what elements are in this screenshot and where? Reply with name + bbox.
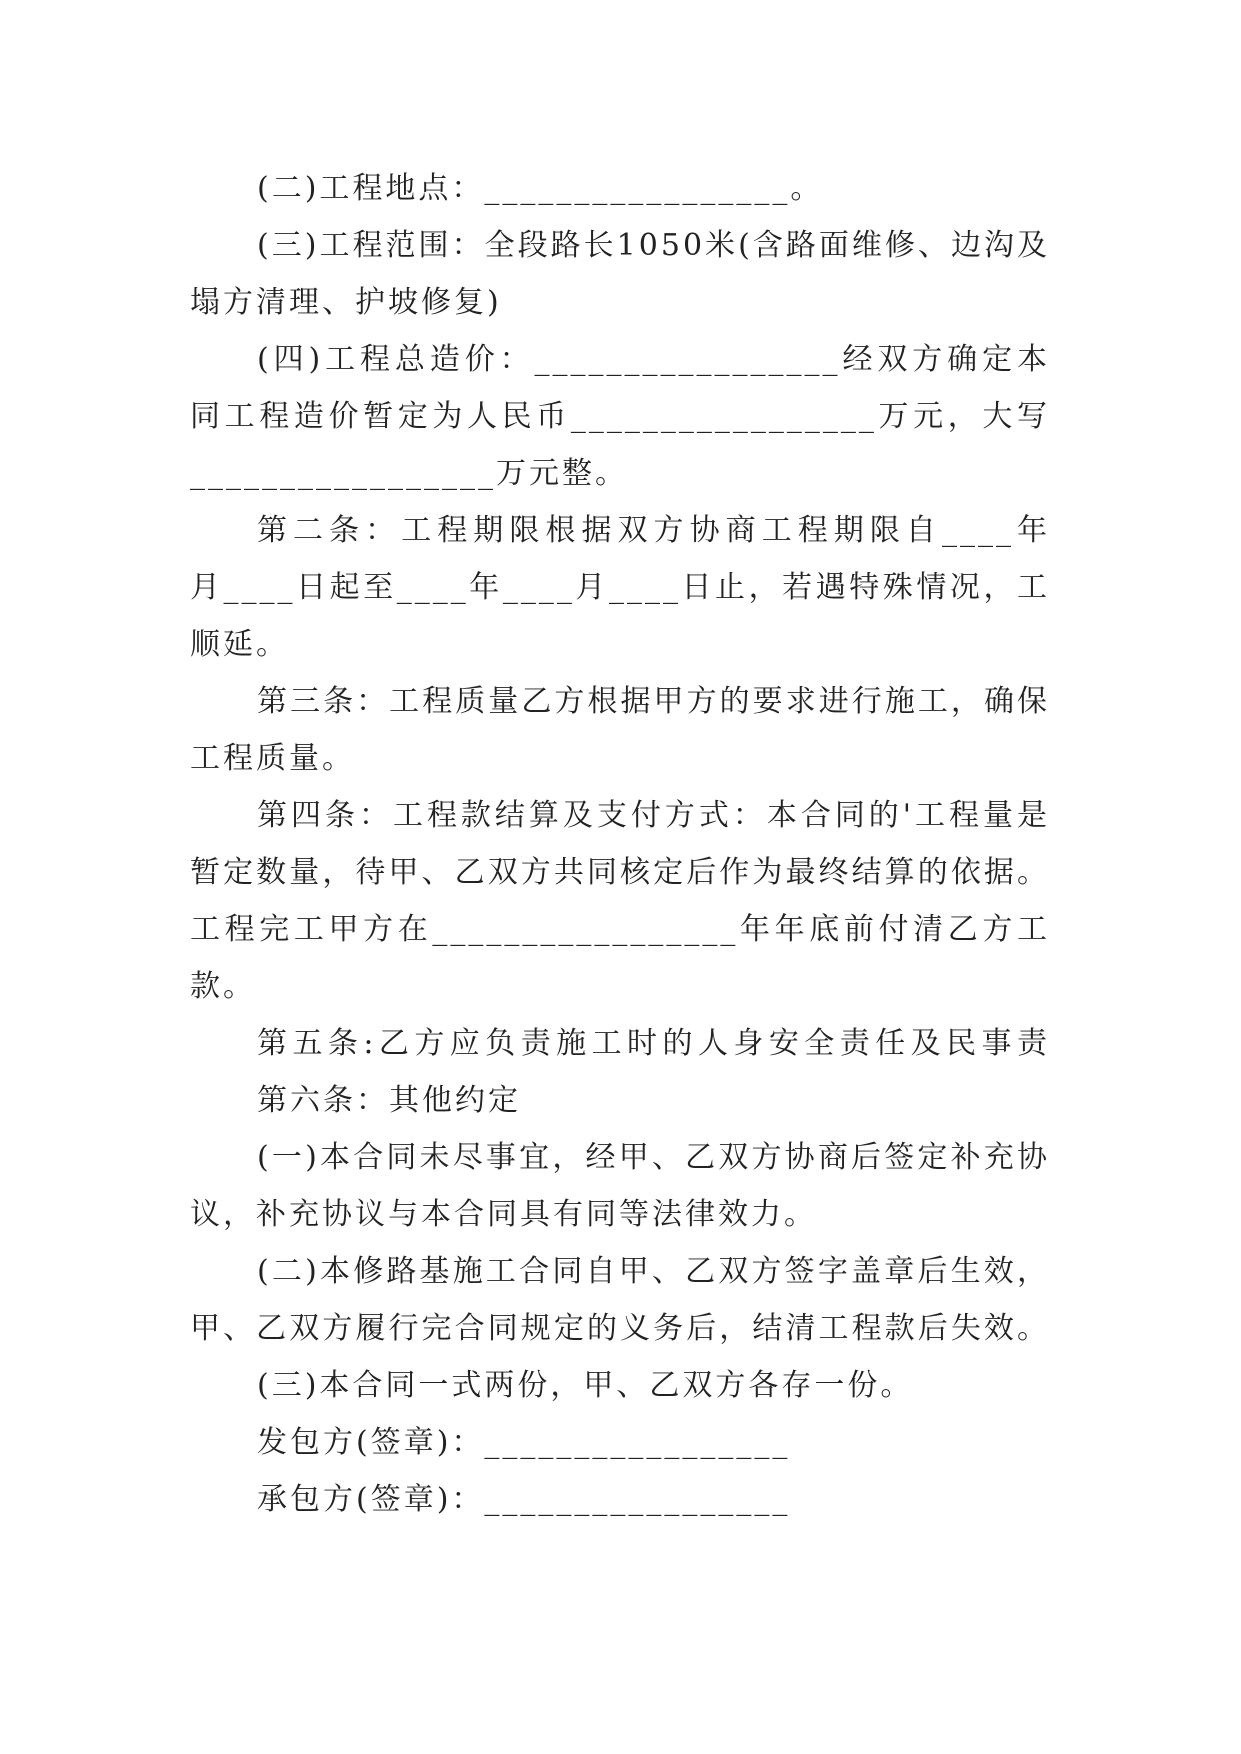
- article-two-cont-2: 顺延。: [190, 627, 289, 662]
- article-four: 第四条：工程款结算及支付方式：本合同的'工程量是: [257, 798, 1050, 833]
- clause-project-scope: (三)工程范围：全段路长1050米(含路面维修、边沟及: [257, 228, 1050, 263]
- article-four-cont-2: 工程完工甲方在_________________年年底前付清乙方工: [190, 912, 1050, 947]
- article-two: 第二条：工程期限根据双方协商工程期限自____年: [257, 513, 1050, 548]
- article-four-cont-1: 暂定数量，待甲、乙双方共同核定后作为最终结算的依据。: [190, 855, 1050, 890]
- clause-project-scope-cont: 塌方清理、护坡修复): [190, 285, 502, 320]
- article-two-cont-1: 月____日起至____年____月____日止，若遇特殊情况，工: [190, 570, 1050, 605]
- clause-project-location: (二)工程地点：_________________。: [257, 171, 824, 206]
- article-four-cont-3: 款。: [190, 969, 256, 1004]
- article-six-item-one-cont: 议，补充协议与本合同具有同等法律效力。: [190, 1197, 817, 1232]
- article-six-item-three: (三)本合同一式两份，甲、乙双方各存一份。: [257, 1368, 914, 1403]
- article-six-item-two: (二)本修路基施工合同自甲、乙双方签字盖章后生效，: [257, 1254, 1050, 1289]
- contract-body: [190, 160, 1050, 1528]
- clause-total-cost: (四)工程总造价：_________________经双方确定本: [257, 342, 1050, 377]
- clause-total-cost-cont-2: _________________万元整。: [190, 456, 628, 491]
- article-six: 第六条：其他约定: [257, 1083, 521, 1118]
- article-six-item-two-cont: 甲、乙双方履行完合同规定的义务后，结清工程款后失效。: [190, 1311, 1050, 1346]
- signature-contractor: 承包方(签章)：_________________: [257, 1482, 791, 1517]
- article-three-cont: 工程质量。: [190, 741, 355, 776]
- article-three: 第三条：工程质量乙方根据甲方的要求进行施工，确保: [257, 684, 1050, 719]
- article-six-item-one: (一)本合同未尽事宜，经甲、乙双方协商后签定补充协: [257, 1140, 1050, 1175]
- article-five: 第五条:乙方应负责施工时的人身安全责任及民事责: [257, 1026, 1050, 1061]
- clause-total-cost-cont-1: 同工程造价暂定为人民币_________________万元，大写: [190, 399, 1050, 434]
- signature-employer: 发包方(签章)：_________________: [257, 1425, 791, 1460]
